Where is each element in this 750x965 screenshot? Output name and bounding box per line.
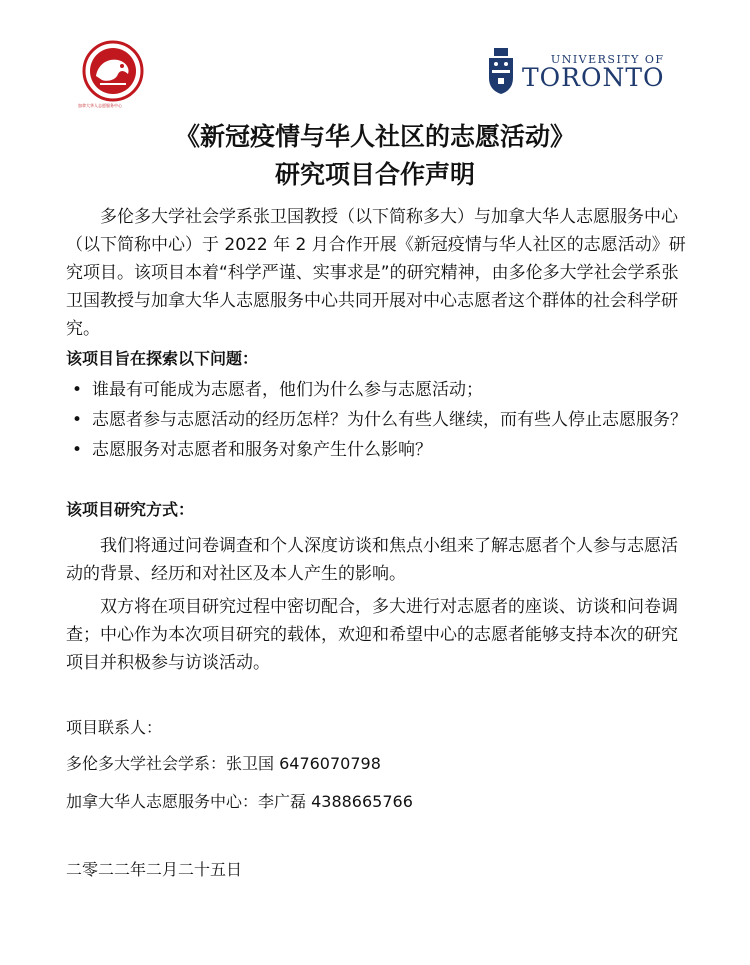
- method-paragraph: 我们将通过问卷调查和个人深度访谈和焦点小组来了解志愿者个人参与志愿活动的背景、经历和对社区及本人产生的影响。: [66, 536, 678, 584]
- center-logo: [78, 40, 148, 109]
- cooperation-paragraph: 双方将在项目研究过程中密切配合，多大进行对志愿者的座谈、访谈和问卷调查；中心作为本次项目研究的载体，欢迎和希望中心的志愿者能够支持本次的研究项目并积极参与访谈活动。: [66, 597, 678, 673]
- uoft-logo-main: TORONTO: [522, 62, 665, 92]
- list-item: • 志愿服务对志愿者和服务对象产生什么影响？: [66, 436, 688, 464]
- document-title: 《新冠疫情与华人社区的志愿活动》: [174, 122, 575, 151]
- contact-line: 加拿大华人志愿服务中心：李广磊 4388665766: [66, 792, 413, 811]
- uoft-logo: [488, 48, 665, 94]
- list-item: • 谁最有可能成为志愿者，他们为什么参与志愿活动；: [66, 376, 688, 404]
- center-logo-caption: 加拿大华人志愿服务中心: [78, 103, 122, 108]
- contact-line: 多伦多大学社会学系：张卫国 6476070798: [66, 754, 381, 773]
- intro-paragraph: 多伦多大学社会学系张卫国教授（以下简称多大）与加拿大华人志愿服务中心（以下简称中心）于 2022 年 2 月合作开展《新冠疫情与华人社区的志愿活动》研究项目。该项目本着“科学严谨、实事求是”的研究精神，由多伦多大学社会学系张卫国教授与加拿大华人志愿服务中心共同开展对中心志愿者这个群体的社会科学研究。: [66, 207, 686, 339]
- document-date: 二零二二年二月二十五日: [66, 860, 243, 879]
- lion-emblem-seal-icon: [78, 40, 148, 102]
- contacts-label: 项目联系人：: [66, 718, 163, 737]
- questions-heading: 该项目旨在探索以下问题：: [66, 349, 259, 368]
- document-subtitle: 研究项目合作声明: [274, 160, 475, 189]
- uoft-logo-top: UNIVERSITY OF: [550, 52, 665, 66]
- university-crest-icon: [488, 48, 514, 94]
- list-item: • 志愿者参与志愿活动的经历怎样？为什么有些人继续，而有些人停止志愿服务？: [66, 406, 688, 434]
- questions-list: [66, 376, 688, 466]
- method-heading: 该项目研究方式：: [66, 500, 195, 519]
